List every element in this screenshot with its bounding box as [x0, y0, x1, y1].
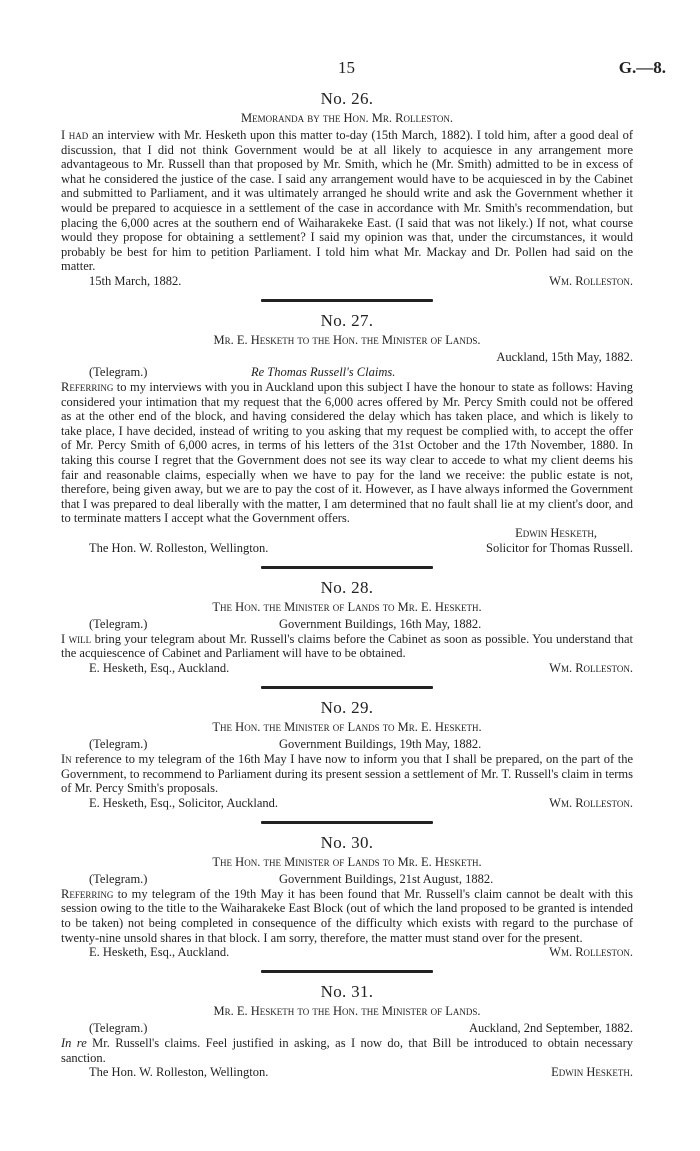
signature: Wm. Rolleston. — [549, 795, 633, 810]
body-text: to my interviews with you in Auckland upon this subject I have the honour to state as follows: Having considered your intimation that my request that the 6,000 acres offered by Mr. Percy Smith could not be offered as at the other end of the block, and having considered the delay which has taken place, and which is likely to take place, I have decided, instead of writing to you asking that my request be complied with, to accept the offer of Mr. Percy Smith of 6,000 acres, in terms of his letters of the 31st October and the 17th November, 1880. In taking this course I regret that the Government does not see its way clear to accede to what my client deems his fair and reasonable claims, especially when we have to pay for the land we receive: the public estate is not, therefore, being given away, but we are to pay the cost of it. However, as I have always informed the Government that I was prepared to deal liberally with the matter, I am determined that no fault shall lie at my client's door, and to terminate matters I accept what the Government offers. — [61, 379, 633, 526]
section-divider — [261, 821, 433, 824]
section-heading: The Hon. the Minister of Lands to Mr. E. Hesketh. — [212, 854, 482, 869]
section-divider — [261, 566, 433, 569]
section-footer — [61, 945, 633, 960]
section-30 — [61, 832, 633, 960]
place-date: Auckland, 2nd September, 1882. — [468, 1021, 633, 1036]
section-27 — [61, 310, 633, 556]
body-text: bring your telegram about Mr. Russell's claims before the Cabinet as soon as possible. You understand that the acquiescence of Cabinet and Parliament will have to be obtained. — [61, 631, 634, 661]
place-date: Auckland, 15th May, 1882. — [496, 349, 633, 364]
section-number: No. 29. — [320, 698, 374, 718]
telegram-label: (Telegram.) — [89, 737, 148, 752]
addressee: E. Hesketh, Esq., Solicitor, Auckland. — [89, 795, 279, 810]
body-text: Mr. Russell's claims. Feel justified in asking, as I now do, that Bill be introduced to obtain necessary sanction. — [61, 1036, 633, 1065]
section-number: No. 31. — [320, 982, 374, 1002]
section-28 — [61, 577, 633, 676]
telegram-label: (Telegram.) — [89, 871, 148, 886]
page-header — [0, 58, 700, 80]
subject-line: Re Thomas Russell's Claims. — [251, 364, 396, 379]
section-footer — [61, 796, 633, 811]
addressee: The Hon. W. Rolleston, Wellington. — [89, 540, 269, 555]
section-text — [61, 380, 633, 526]
section-heading: Mr. E. Hesketh to the Hon. the Minister of Lands. — [213, 332, 481, 347]
body-text: an interview with Mr. Hesketh upon this matter to-day (15th March, 1882). I told him, after a good deal of discussion, that I did not think Government would be at all likely to acquiesce in any arrangement more advantageous to Mr. Russell than that proposed by Mr. Smith, which he (Mr. Smith) admitted to be in excess of what he considered the justice of the case. I said any arrangement would have to be acquiesced in by the Cabinet and submitted to Parliament, and it was ultimately arranged he should write and ask the Government whether it would be prepared to acquiesce in a settlement of the case in accordance with Mr. Smith's recommendation, but placing the 6,000 acres at the southern end of Waiharakeke East. (I said that was not likely.) If not, what course would they propose for obtaining a settlement? I said my opinion was that, under the circumstances, it would probably be best for him to petition Parliament. I told him what Mr. Mackay and Dr. Pollen had said on the matter. — [61, 128, 633, 274]
signature: Wm. Rolleston. — [549, 273, 633, 288]
section-text — [61, 887, 633, 945]
lead-words: In re — [61, 1036, 87, 1051]
place-date: Government Buildings, 21st August, 1882. — [279, 871, 494, 886]
lead-words: In — [61, 752, 72, 767]
addressee: The Hon. W. Rolleston, Wellington. — [89, 1065, 269, 1080]
body-text: reference to my telegram of the 16th May I have now to inform you that I shall be prepared, on the part of the Government, to recommend to Parliament during its present session a settlement of Mr. T. Russell's claim in terms of Mr. Percy Smith's proposals. — [61, 752, 634, 796]
section-heading: Mr. E. Hesketh to the Hon. the Minister of Lands. — [213, 1004, 481, 1019]
page-number: 15 — [338, 58, 355, 77]
section-heading: The Hon. the Minister of Lands to Mr. E. Hesketh. — [212, 599, 482, 614]
signature: Wm. Rolleston. — [549, 661, 633, 676]
section-divider — [261, 686, 433, 689]
section-divider — [261, 970, 433, 973]
signature-title: Solicitor for Thomas Russell. — [486, 540, 633, 555]
section-footer-2 — [61, 541, 633, 556]
telegram-label: (Telegram.) — [89, 364, 148, 379]
addressee: E. Hesketh, Esq., Auckland. — [89, 945, 230, 960]
signature: Edwin Hesketh, — [515, 525, 597, 540]
document-reference: G.—8. — [618, 58, 666, 77]
place-date: Government Buildings, 19th May, 1882. — [279, 737, 482, 752]
section-text — [61, 128, 633, 274]
telegram-label: (Telegram.) — [89, 1021, 148, 1036]
section-number: No. 26. — [320, 89, 374, 108]
telegram-line — [61, 1021, 633, 1036]
place-date-line — [61, 350, 633, 365]
signature: Wm. Rolleston. — [549, 945, 633, 960]
section-heading: Memoranda by the Hon. Mr. Rolleston. — [241, 111, 453, 125]
lead-words: Referring — [61, 379, 114, 394]
body-text: to my telegram of the 19th May it has been found that Mr. Russell's claim cannot be dealt with this session owing to the title to the Waiharakeke East Block (out of which the land proposed to be granted is intended to be taken) not being completed in consequence of the difficulty which exists with regard to the purchase of twenty-nine unsold shares in that block. I am sorry, therefore, the matter must stand over for the present. — [61, 886, 634, 945]
date-line: 15th March, 1882. — [89, 273, 182, 288]
section-26 — [61, 88, 633, 289]
section-text — [61, 752, 633, 796]
section-footer — [61, 661, 633, 676]
signature: Edwin Hesketh. — [551, 1065, 633, 1080]
telegram-line — [61, 872, 633, 887]
lead-words: I will — [61, 631, 92, 646]
section-footer — [61, 526, 633, 541]
lead-words: I had — [61, 128, 89, 142]
section-footer — [61, 1065, 633, 1080]
document-body — [61, 88, 633, 1080]
section-number: No. 28. — [320, 577, 374, 597]
section-divider — [261, 299, 433, 302]
telegram-line — [61, 737, 633, 752]
lead-words: Referring — [61, 886, 114, 901]
section-heading: The Hon. the Minister of Lands to Mr. E. Hesketh. — [212, 720, 482, 735]
section-number: No. 27. — [320, 310, 374, 330]
telegram-label: (Telegram.) — [89, 616, 148, 631]
section-text — [61, 632, 633, 661]
section-text — [61, 1036, 633, 1065]
telegram-line — [61, 365, 633, 380]
section-29 — [61, 697, 633, 811]
telegram-line — [61, 617, 633, 632]
section-number: No. 30. — [320, 832, 374, 852]
section-31 — [61, 981, 633, 1080]
place-date: Government Buildings, 16th May, 1882. — [279, 616, 482, 631]
section-footer — [61, 274, 633, 289]
addressee: E. Hesketh, Esq., Auckland. — [89, 661, 230, 676]
